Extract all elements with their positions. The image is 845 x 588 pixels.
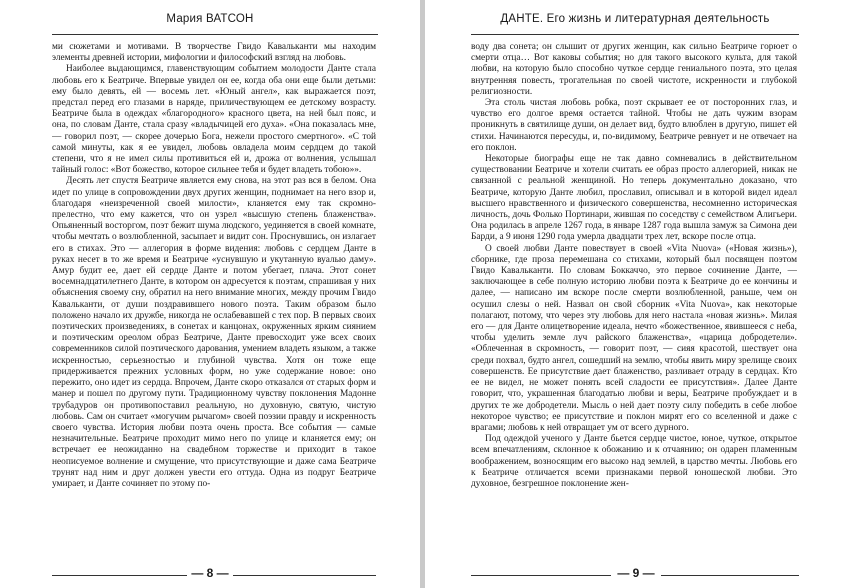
footer-rule-right-a — [471, 575, 611, 576]
left-page-body — [52, 42, 376, 542]
paragraph: Эта столь чистая любовь робка, поэт скрывает ее от посторонних глаз, и чувство его долгое время остается тайной. Чтобы не дать чужим взорам проникнуть в святилище души, он делает вид, будто влюблен в другую, пишет ей стихи. Начинаются пересуды, и, по-видимому, Беатриче ревнует и не отвечает на его поклон. — [471, 98, 797, 153]
footer-rule-left-a — [52, 575, 187, 576]
right-page — [425, 0, 845, 588]
running-head-right: ДАНТЕ. Его жизнь и литературная деятельность — [500, 13, 770, 25]
paragraph: ми сюжетами и мотивами. В творчестве Гвидо Кавальканти мы находим элементы древней истории, мифологии и философский взгляд на любовь. — [52, 42, 376, 64]
paragraph: О своей любви Данте повествует в своей «Vita Nuova» («Новая жизнь»), сборнике, где проза перемешана со стихами, который был посвящен поэтом Гвидо Кавальканти. По словам Боккаччо, это первое сочинение Данте, — заключающее в себе полную историю любви поэта к Беатриче до ее кончины и далее, — написано им вскоре после смерти возлюбленной, раньше, чем он осушил слезы о ней. Назвал он свой сборник «Vita Nuova», как некоторые полагают, потому, что через эту любовь для него настала «новая жизнь». Милая его — для Данте олицетворение идеала, нечто «божественное, явившееся с неба, чтобы уделить земле луч райского блаженства», «царица добродетели». «Облеченная в скромность, — говорит поэт, — сияя красотой, шествует она среди похвал, будто ангел, сошедший на землю, чтобы явить миру зрелище своих совершенств. Ее присутствие дает блаженство, разливает отраду в сердцах. Кто ее не видел, не может понять всей сладости ее присутствия». Далее Данте говорит, что, украшенная благодатью любви и веры, Беатриче пробуждает и в других те же добродетели. Мысль о ней дает поэту силу победить в себе любое некоторое чувство; ее присутствие и поклон мирят его со вселенной и даже с врагами; любовь к ней отвращает ум от всего дурного. — [471, 243, 797, 433]
paragraph: Наиболее выдающимся, главенствующим событием молодости Данте стала любовь его к Беатриче. Впервые увидел он ее, когда оба они еще были детьми: ему было девять, ей — восемь лет. «Юный ангел», как выражается поэт, предстал перед его глазами в наряде, приличествующем ее детскому возрасту. Беатриче была в одеждах «благородного» красного цвета, на ней был пояс, и она, по словам Данте, стала сразу «владычицей его духа». «Она показалась мне, — говорил поэт, — скорее дочерью Бога, нежели простого смертного». «С той самой минуты, как я ее увидел, любовь овладела моим сердцем до такой степени, что я не имел силы противиться ей и, дрожа от волнения, услышал тайный голос: «Вот божество, которое сильнее тебя и будет владеть тобою»». — [52, 64, 376, 176]
page-number-left: — 8 — — [187, 566, 233, 580]
footer-rule-left-b — [233, 575, 376, 576]
paragraph: Десять лет спустя Беатриче является ему снова, на этот раз вся в белом. Она идет по улице в сопровождении двух других женщин, поднимает на него взор и, благодаря «неизреченной своей милости», кланяется ему так скромно-прелестно, что ему кажется, что он узрел «высшую степень блаженства». Опьяненный восторгом, поэт бежит шума людского, уединяется в своей комнате, чтобы мечтать о возлюбленной, засыпает и видит сон. Проснувшись, он излагает его в стихах. Это — аллегория в форме видения: любовь с сердцем Данте в руках несет в то же время и Беатриче «уснувшую и укутанную вуалью даму». Амур будит ее, дает ей сердце Данте и потом убегает, плача. Этот сонет восемнадцатилетнего Данте, в котором он адресуется к поэтам, спрашивая у них объяснения своему сну, обратил на него внимание многих, между прочим Гвидо Кавальканти, от души поздравившего нового поэта. Таким образом было положено начало их дружбе, никогда не ослабевавшей с тех пор. В первых своих поэтических произведениях, в сонетах и канцонах, окруженных ярким сиянием и поэтическим ореолом образ Беатриче, Данте превосходит уже всех своих современников силой поэтического дарования, умением владеть языком, а также искренностью, серьезностью и глубиной чувства. Хотя он тоже еще придерживается прежних условных форм, но уже содержание новое: оно пережито, оно идет из сердца. Впрочем, Данте скоро отказался от старых форм и манер и пошел по другому пути. Традиционному чувству поклонения Мадонне трубадуров он противопоставил реальную, но духовную, святую, чистую любовь. Сам он считает «могучим рычагом» своей поэзии правду и искренность своего чувства. История любви поэта очень проста. Все события — самые незначительные. Беатриче проходит мимо него по улице и кланяется ему; он встречает ее неожиданно на свадебном торжестве и приходит в такое неописуемое волнение и смущение, что присутствующие и даже сама Беатриче трунят над ним и друг должен увести его оттуда. Одна из подруг Беатриче умирает, и Данте сочиняет по этому по- — [52, 176, 376, 489]
header-rule-right — [471, 34, 799, 35]
paragraph: воду два сонета; он слышит от других женщин, как сильно Беатриче горюет о смерти отца… Вот каковы события; но для такого высокого культа, для такой любви, на которую было способно чуткое сердце гениального поэта, это целая внутренняя повесть, трогательная по своей чистоте, искренности и глубокой религиозности. — [471, 42, 797, 97]
right-page-body — [471, 42, 797, 542]
page-number-right: — 9 — — [613, 566, 659, 580]
paragraph: Некоторые биографы еще не так давно сомневались в действительном существовании Беатриче и хотели считать ее образ просто аллегорией, никак не связанной с реальной женщиной. Но теперь документально доказано, что Беатриче, которую Данте любил, прославил, описывал и в которой видел идеал высшего нравственного и физического совершенства, несомненно историческая личность, дочь Фолько Портинари, жившая по соседству с семейством Алигьери. Она родилась в апреле 1267 года, в январе 1287 года вышла замуж за Симона деи Барди, а 9 июня 1290 года умерла двадцати трех лет, вскоре после отца. — [471, 154, 797, 243]
running-head-left: Мария ВАТСОН — [166, 13, 254, 25]
footer-rule-right-b — [661, 575, 799, 576]
left-page — [0, 0, 420, 588]
paragraph: Под одеждой ученого у Данте бьется сердце чистое, юное, чуткое, открытое всем впечатлениям, склонное к обожанию и к отчаянию; он одарен пламенным воображением, возносящим его высоко над землей, в царство мечты. Любовь его к Беатриче отличается всеми признаками первой юношеской любви. Это духовное, безгрешное поклонение жен- — [471, 434, 797, 489]
header-rule-left — [52, 34, 378, 35]
